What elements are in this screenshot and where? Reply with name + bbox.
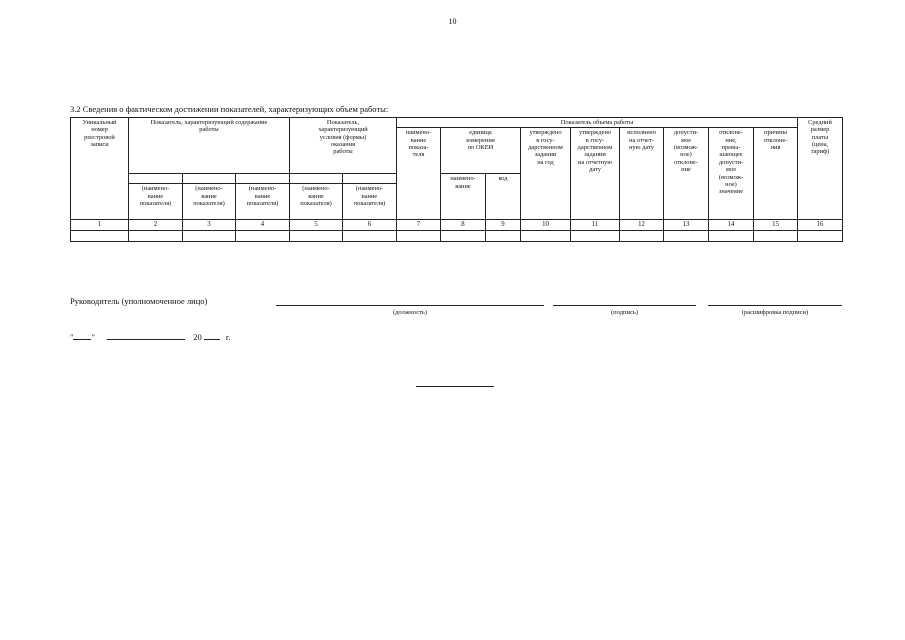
month-blank xyxy=(107,331,185,340)
header-approved-year: утверждено в госу- дарственном задании на год xyxy=(521,128,571,220)
table-cell xyxy=(343,231,397,242)
table-cell xyxy=(571,231,620,242)
year-prefix: 20 xyxy=(193,332,202,342)
table-cell xyxy=(441,231,486,242)
year-blank xyxy=(204,331,220,340)
table-cell xyxy=(754,231,798,242)
page-number: 10 xyxy=(448,17,457,26)
header-indicator-name: наимено- вание показа- теля xyxy=(397,128,441,220)
column-number: 10 xyxy=(521,220,571,231)
position-line xyxy=(276,305,544,306)
header-unit-name: наимено- вание xyxy=(441,174,486,220)
header-unique-number: Уникальный номер реестровой записи xyxy=(71,118,129,220)
header-excess-deviation: отклоне- ние, превы- шающее допусти- мое (возмож- ное) значение xyxy=(709,128,754,220)
column-number: 13 xyxy=(664,220,709,231)
date-close-quote: " xyxy=(91,332,95,342)
subheader-indicator-name: (наимено- вание показателя) xyxy=(129,184,183,220)
table-cell xyxy=(129,231,183,242)
column-numbers-row xyxy=(71,220,843,231)
subheader-indicator-name: (наимено- вание показателя) xyxy=(183,184,236,220)
subheader-indicator-name: (наимено- вание показателя) xyxy=(236,184,290,220)
header-allowed-deviation: допусти- мое (возмож- ное) отклоне- ние xyxy=(664,128,709,220)
blank-cell xyxy=(290,174,343,184)
year-suffix: г. xyxy=(225,332,231,342)
table-cell xyxy=(290,231,343,242)
table-cell xyxy=(183,231,236,242)
column-number: 12 xyxy=(620,220,664,231)
work-volume-table xyxy=(70,117,843,242)
header-unit-okei: единица измерения по ОКЕИ xyxy=(441,128,521,174)
column-number: 14 xyxy=(709,220,754,231)
manager-label: Руководитель (уполномоченное лицо) xyxy=(70,296,208,306)
blank-cell xyxy=(129,174,183,184)
table-cell xyxy=(236,231,290,242)
signature-decoding-line xyxy=(708,305,842,306)
column-number: 4 xyxy=(236,220,290,231)
signature-line xyxy=(553,305,696,306)
column-number: 1 xyxy=(71,220,129,231)
signature-decoding-caption: (расшифровка подписи) xyxy=(741,309,809,316)
subheader-indicator-name: (наимено- вание показателя) xyxy=(343,184,397,220)
column-number: 9 xyxy=(486,220,521,231)
table-cell xyxy=(620,231,664,242)
header-volume-indicator: Показатель объема работы xyxy=(397,118,798,128)
header-average-fee: Средний размер платы (цена, тариф) xyxy=(798,118,843,220)
table-cell xyxy=(397,231,441,242)
date-line xyxy=(70,331,231,342)
table-cell xyxy=(709,231,754,242)
blank-cell xyxy=(183,174,236,184)
position-caption: (должность) xyxy=(392,309,428,316)
header-executed: исполнено на отчет- ную дату xyxy=(620,128,664,220)
blank-cell xyxy=(343,174,397,184)
column-number: 5 xyxy=(290,220,343,231)
blank-cell xyxy=(236,174,290,184)
table-row xyxy=(71,231,843,242)
column-number: 6 xyxy=(343,220,397,231)
day-blank xyxy=(73,331,91,340)
column-number: 16 xyxy=(798,220,843,231)
table-cell xyxy=(521,231,571,242)
column-number: 2 xyxy=(129,220,183,231)
date-open-quote: " xyxy=(70,332,74,342)
column-number: 8 xyxy=(441,220,486,231)
header-approved-date: утверждено в госу- дарственном задании на отчетную дату xyxy=(571,128,620,220)
header-condition-indicator: Показатель, характеризующий условия (формы) оказания работы xyxy=(290,118,397,174)
header-content-indicator: Показатель, характеризующий содержание работы xyxy=(129,118,290,174)
section-title: 3.2 Сведения о фактическом достижении показателей, характеризующих объем работы: xyxy=(70,104,389,114)
subheader-indicator-name: (наимено- вание показателя) xyxy=(290,184,343,220)
header-unit-code: код xyxy=(486,174,521,220)
signature-caption: (подпись) xyxy=(611,309,638,316)
column-number: 15 xyxy=(754,220,798,231)
table-cell xyxy=(798,231,843,242)
column-number: 7 xyxy=(397,220,441,231)
column-number: 11 xyxy=(571,220,620,231)
table-cell xyxy=(71,231,129,242)
table-cell xyxy=(486,231,521,242)
column-number: 3 xyxy=(183,220,236,231)
header-deviation-reason: причина отклоне- ния xyxy=(754,128,798,220)
end-rule xyxy=(416,386,494,387)
table-cell xyxy=(664,231,709,242)
